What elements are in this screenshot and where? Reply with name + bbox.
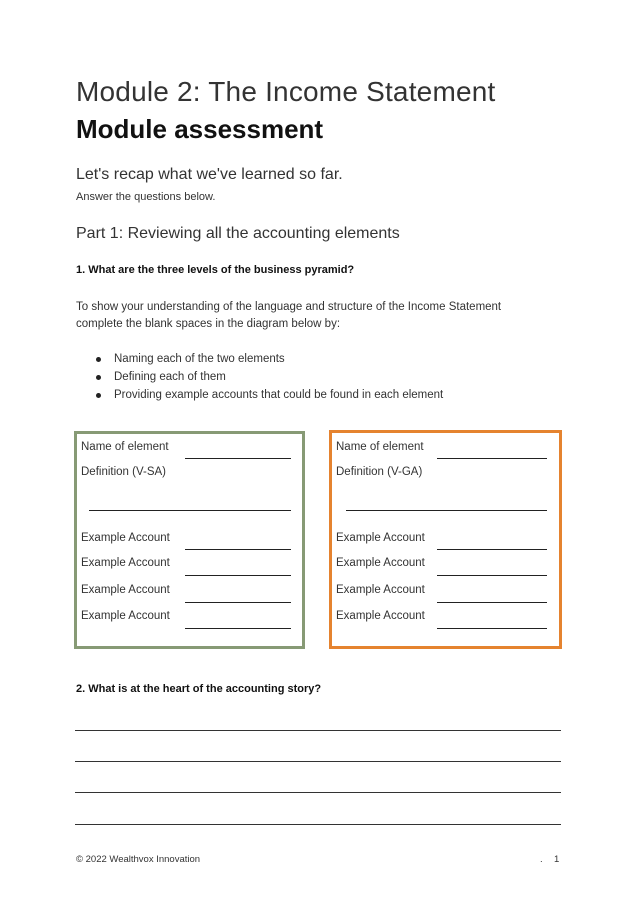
bullet-text: Providing example accounts that could be found in each element — [114, 389, 444, 401]
bullet-list — [92, 350, 443, 404]
bullet-icon — [96, 393, 101, 398]
example-account-label: Example Account — [336, 584, 425, 596]
example-account-blank[interactable] — [185, 628, 291, 629]
page-number: 1 — [554, 854, 560, 865]
bullet-item — [92, 386, 443, 404]
definition-blank[interactable] — [346, 510, 547, 511]
page-title: Module 2: The Income Statement — [76, 76, 496, 107]
example-account-blank[interactable] — [185, 549, 291, 550]
question-2: 2. What is at the heart of the accounting story? — [76, 683, 322, 695]
example-account-blank[interactable] — [185, 575, 291, 576]
name-of-element-label: Name of element — [336, 441, 424, 453]
answer-line[interactable] — [75, 761, 561, 762]
recap-text: Let's recap what we've learned so far. — [76, 166, 343, 183]
bullet-icon — [96, 357, 101, 362]
answer-line[interactable] — [75, 792, 561, 793]
bullet-text: Naming each of the two elements — [114, 353, 285, 365]
example-account-label: Example Account — [81, 557, 170, 569]
bullet-icon — [96, 375, 101, 380]
name-of-element-label: Name of element — [81, 441, 169, 453]
instructions-paragraph: To show your understanding of the language and structure of the Income Statement complete the blank spaces in the diagram below by: — [76, 301, 502, 330]
example-account-blank[interactable] — [437, 549, 547, 550]
bullet-item — [92, 368, 443, 386]
definition-label: Definition (V-SA) — [81, 466, 167, 478]
copyright-footer: © 2022 Wealthvox Innovation — [76, 854, 201, 865]
footer-separator: . — [540, 854, 543, 865]
name-of-element-blank[interactable] — [185, 458, 291, 459]
question-1: 1. What are the three levels of the business pyramid? — [76, 264, 355, 276]
definition-label: Definition (V-GA) — [336, 466, 423, 478]
example-account-label: Example Account — [336, 557, 425, 569]
example-account-blank[interactable] — [185, 602, 291, 603]
example-account-blank[interactable] — [437, 602, 547, 603]
bullet-item — [92, 350, 443, 368]
answer-line[interactable] — [75, 824, 561, 825]
example-account-label: Example Account — [81, 610, 170, 622]
example-account-label: Example Account — [336, 610, 425, 622]
example-account-label: Example Account — [81, 584, 170, 596]
instruction-text: Answer the questions below. — [76, 191, 216, 203]
bullet-text: Defining each of them — [114, 371, 226, 383]
part1-heading: Part 1: Reviewing all the accounting elements — [76, 225, 400, 242]
example-account-label: Example Account — [81, 532, 170, 544]
name-of-element-blank[interactable] — [437, 458, 547, 459]
example-account-blank[interactable] — [437, 628, 547, 629]
definition-blank[interactable] — [89, 510, 291, 511]
page-subtitle: Module assessment — [76, 114, 324, 144]
answer-line[interactable] — [75, 730, 561, 731]
example-account-label: Example Account — [336, 532, 425, 544]
example-account-blank[interactable] — [437, 575, 547, 576]
